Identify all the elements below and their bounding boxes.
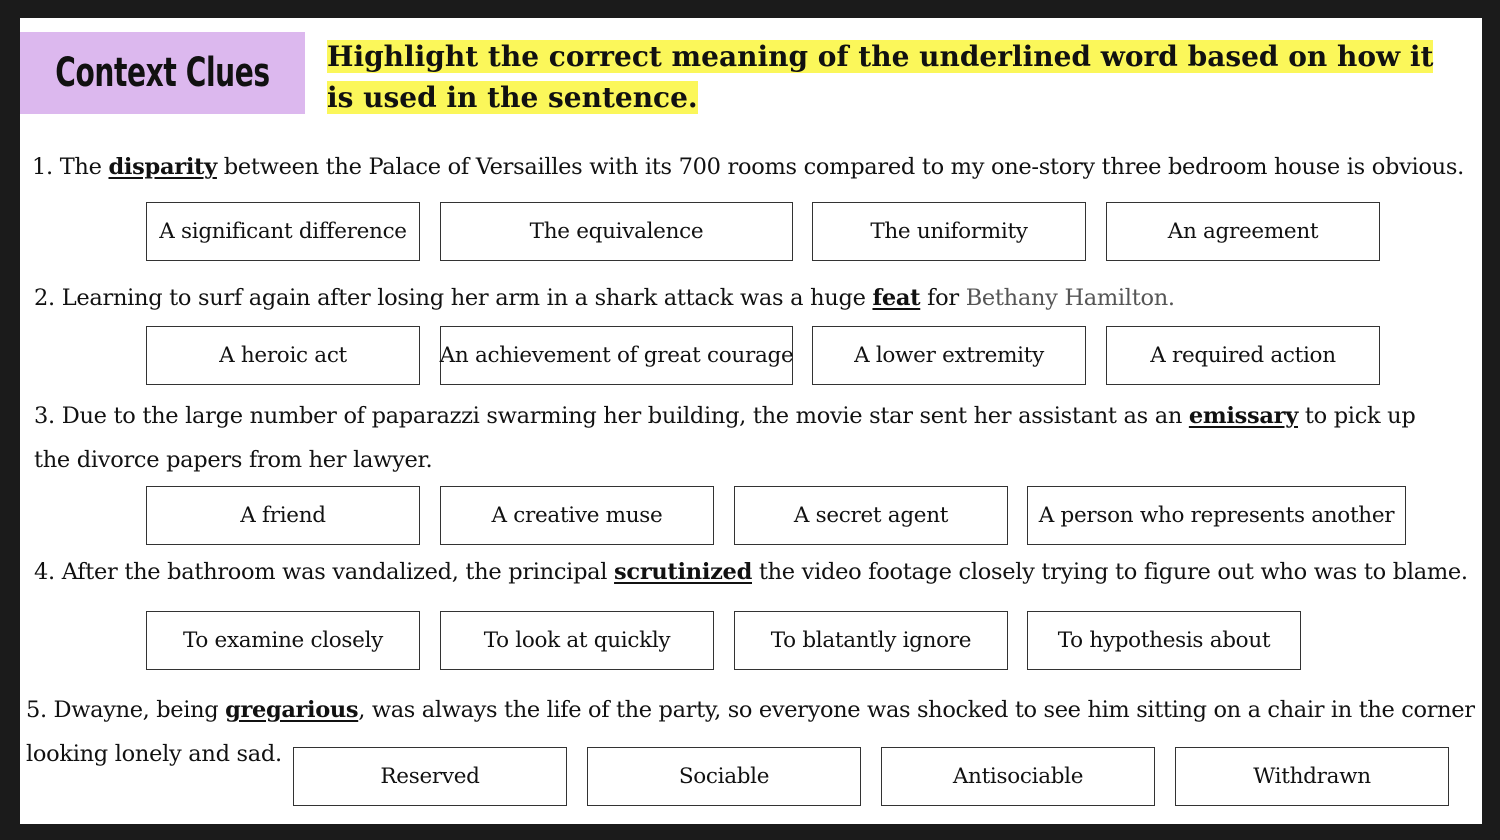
- page-title: Context Clues: [55, 50, 270, 96]
- question-2-target-word: feat: [872, 285, 921, 311]
- question-4-target-word: scrutinized: [614, 559, 752, 585]
- question-3: [34, 394, 1415, 438]
- q1-option-2[interactable]: The equivalence: [440, 202, 793, 261]
- q2-option-4[interactable]: A required action: [1106, 326, 1380, 385]
- q1-option-4[interactable]: An agreement: [1106, 202, 1380, 261]
- q4-option-4[interactable]: To hypothesis about: [1027, 611, 1301, 670]
- q1-option-3[interactable]: The uniformity: [812, 202, 1086, 261]
- q3-option-3[interactable]: A secret agent: [734, 486, 1008, 545]
- q4-option-2[interactable]: To look at quickly: [440, 611, 714, 670]
- instruction-text: [327, 36, 1437, 118]
- q3-option-1[interactable]: A friend: [146, 486, 420, 545]
- question-4-text-before: 4. After the bathroom was vandalized, the principal: [34, 559, 615, 585]
- question-3-text-after: to pick up: [1298, 403, 1416, 429]
- q2-option-1[interactable]: A heroic act: [146, 326, 420, 385]
- q3-option-4[interactable]: A person who represents another: [1027, 486, 1406, 545]
- instruction-highlight: Highlight the correct meaning of the underlined word based on how it is used in the sentence.: [327, 40, 1434, 114]
- question-5-target-word: gregarious: [225, 697, 359, 723]
- question-3-text-before: 3. Due to the large number of paparazzi swarming her building, the movie star sent her assistant as an: [34, 403, 1189, 429]
- q2-option-2[interactable]: An achievement of great courage: [440, 326, 793, 385]
- question-4-text-after: the video footage closely trying to figure out who was to blame.: [752, 559, 1468, 585]
- question-1-text-after: between the Palace of Versailles with its 700 rooms compared to my one-story three bedroom house is obvious.: [216, 154, 1464, 180]
- question-5: [26, 688, 1475, 732]
- question-2-text-before: 2. Learning to surf again after losing her arm in a shark attack was a huge: [34, 285, 873, 311]
- q2-option-3[interactable]: A lower extremity: [812, 326, 1086, 385]
- question-2-text-after: for: [920, 285, 966, 311]
- q1-option-1[interactable]: A significant difference: [146, 202, 420, 261]
- question-3-target-word: emissary: [1188, 403, 1298, 429]
- title-banner: [20, 32, 305, 114]
- question-5-text-before: 5. Dwayne, being: [26, 697, 226, 723]
- question-5-text-after: , was always the life of the party, so everyone was shocked to see him sitting on a chair in the corner: [358, 697, 1475, 723]
- question-1-text-before: 1. The: [32, 154, 109, 180]
- question-2: [34, 276, 1175, 320]
- q3-option-2[interactable]: A creative muse: [440, 486, 714, 545]
- question-3-line-2: the divorce papers from her lawyer.: [34, 447, 433, 473]
- question-1-target-word: disparity: [108, 154, 217, 180]
- question-4: [34, 550, 1468, 594]
- q5-option-4[interactable]: Withdrawn: [1175, 747, 1449, 806]
- q5-option-2[interactable]: Sociable: [587, 747, 861, 806]
- q4-option-3[interactable]: To blatantly ignore: [734, 611, 1008, 670]
- question-5-line-2: looking lonely and sad.: [26, 741, 282, 767]
- q5-option-1[interactable]: Reserved: [293, 747, 567, 806]
- question-1: [32, 145, 1464, 189]
- q5-option-3[interactable]: Antisociable: [881, 747, 1155, 806]
- worksheet-slide: [20, 18, 1482, 824]
- question-2-name: Bethany Hamilton.: [965, 285, 1175, 311]
- q4-option-1[interactable]: To examine closely: [146, 611, 420, 670]
